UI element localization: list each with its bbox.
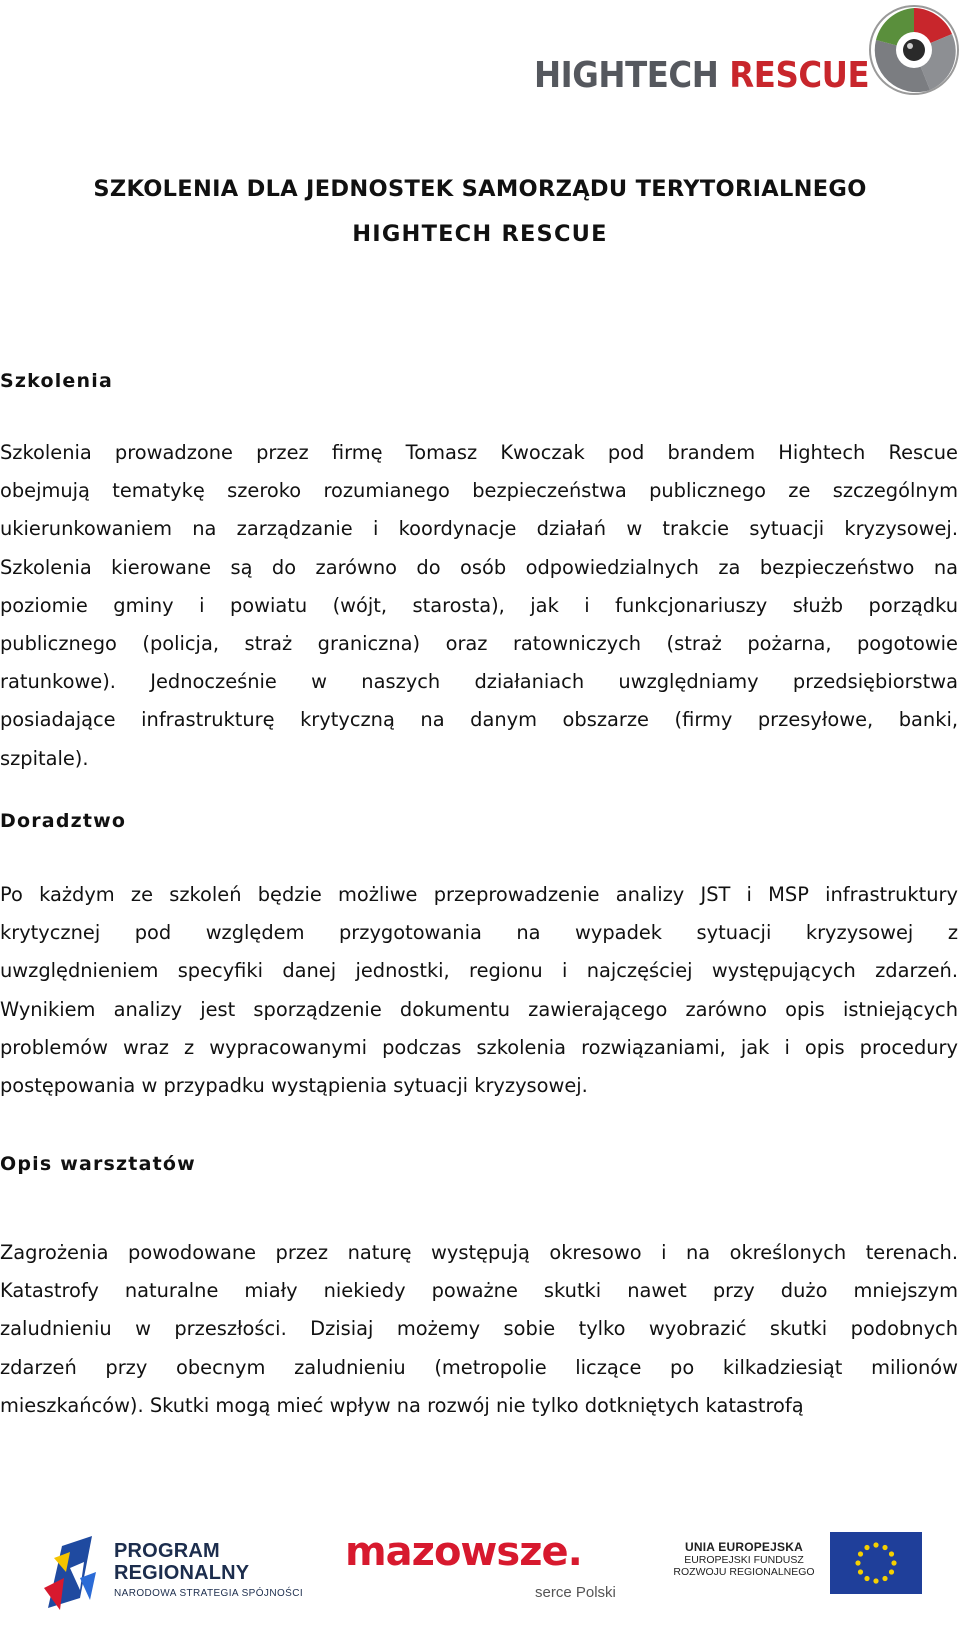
paragraph-line: zaludnieniu w przeszłości. Dzisiaj możemy sobie tylko wyobrazić skutki podobnych [0,1317,958,1341]
paragraph-line: poziomie gminy i powiatu (wójt, starosta), jak i funkcjonariuszy służb porządku [0,593,958,617]
logo-wordmark [534,55,870,96]
program-regionalny-icon [40,1528,110,1618]
paragraph-line: ukierunkowaniem na zarządzanie i koordynacje działań w trakcie sytuacji kryzysowej. [0,517,958,541]
logo-text-hightech: HIGHTECH [534,55,719,96]
eu-fund-text [668,1540,820,1578]
program-line2: REGIONALNY [114,1562,250,1584]
paragraph-line: ratunkowe). Jednocześnie w naszych działaniach uwzględniamy przedsiębiorstwa [0,670,958,694]
section-body-opis-warsztatow [0,1234,958,1425]
rescue-emblem-icon [868,4,960,96]
paragraph-line: szpitale). [0,746,89,770]
paragraph-line: postępowania w przypadku wystąpienia sytuacji kryzysowej. [0,1073,588,1097]
program-regionalny-logo [40,1528,310,1618]
eu-line3: ROZWOJU REGIONALNEGO [673,1566,815,1578]
paragraph-line: obejmują tematykę szeroko rozumianego bezpieczeństwa publicznego ze szczególnym [0,479,958,503]
paragraph-line: Zagrożenia powodowane przez naturę występują okresowo i na określonych terenach. [0,1241,958,1264]
footer-logos [0,1520,960,1636]
paragraph-line: Katastrofy naturalne miały niekiedy poważne skutki nawet przy dużo mniejszym [0,1279,958,1303]
paragraph-line: mieszkańców). Skutki mogą mieć wpływ na rozwój nie tylko dotkniętych katastrofą [0,1393,804,1417]
mazowsze-logo [345,1529,616,1612]
section-body-szkolenia [0,434,958,778]
paragraph-line: problemów wraz z wypracowanymi podczas szkolenia rozwiązaniami, jak i opis procedury [0,1035,958,1059]
hightech-rescue-logo [530,4,960,104]
paragraph-line: Szkolenia kierowane są do zarówno do osób odpowiedzialnych za bezpieczeństwo na [0,555,958,579]
program-line1: PROGRAM [114,1540,220,1562]
document-subtitle: HIGHTECH RESCUE [352,221,608,247]
paragraph-line: posiadające infrastrukturę krytyczną na danym obszarze (firmy przesyłowe, banki, [0,708,958,732]
section-body-doradztwo [0,876,958,1105]
paragraph-line: uwzględnieniem specyfiki danej jednostki, regionu i najczęściej występujących zdarzeń. [0,959,958,983]
paragraph-line: Szkolenia prowadzone przez firmę Tomasz Kwoczak pod brandem Hightech Rescue [0,441,958,464]
paragraph-line: zdarzeń przy obecnym zaludnieniu (metropolie liczące po kilkadziesiąt milionów [0,1355,958,1379]
paragraph-line: Po każdym ze szkoleń będzie możliwe przeprowadzenie analizy JST i MSP infrastruktury [0,883,958,906]
eu-fund-logo [668,1532,928,1602]
eu-line2: EUROPEJSKI FUNDUSZ [684,1554,804,1566]
paragraph-line: publicznego (policja, straż graniczna) oraz ratowniczych (straż pożarna, pogotowie [0,631,958,655]
section-heading-szkolenia: Szkolenia [0,370,113,392]
section-heading-opis-warsztatow: Opis warsztatów [0,1153,196,1175]
mazowsze-wordmark: mazowsze. [345,1529,582,1575]
program-line3: NARODOWA STRATEGIA SPÓJNOŚCI [114,1588,304,1599]
paragraph-line: krytycznej pod względem przygotowania na wypadek sytuacji kryzysowej z [0,921,958,945]
document-title: SZKOLENIA DLA JEDNOSTEK SAMORZĄDU TERYTORIALNEGO [93,176,867,202]
paragraph-line: Wynikiem analizy jest sporządzenie dokumentu zawierającego zarówno opis istniejących [0,997,958,1021]
section-heading-doradztwo: Doradztwo [0,810,127,832]
eu-flag-icon [830,1532,922,1594]
mazowsze-tagline: serce Polski [535,1584,616,1601]
eu-line1: UNIA EUROPEJSKA [685,1540,803,1554]
logo-text-rescue: RESCUE [729,55,870,96]
program-regionalny-text [114,1540,303,1599]
